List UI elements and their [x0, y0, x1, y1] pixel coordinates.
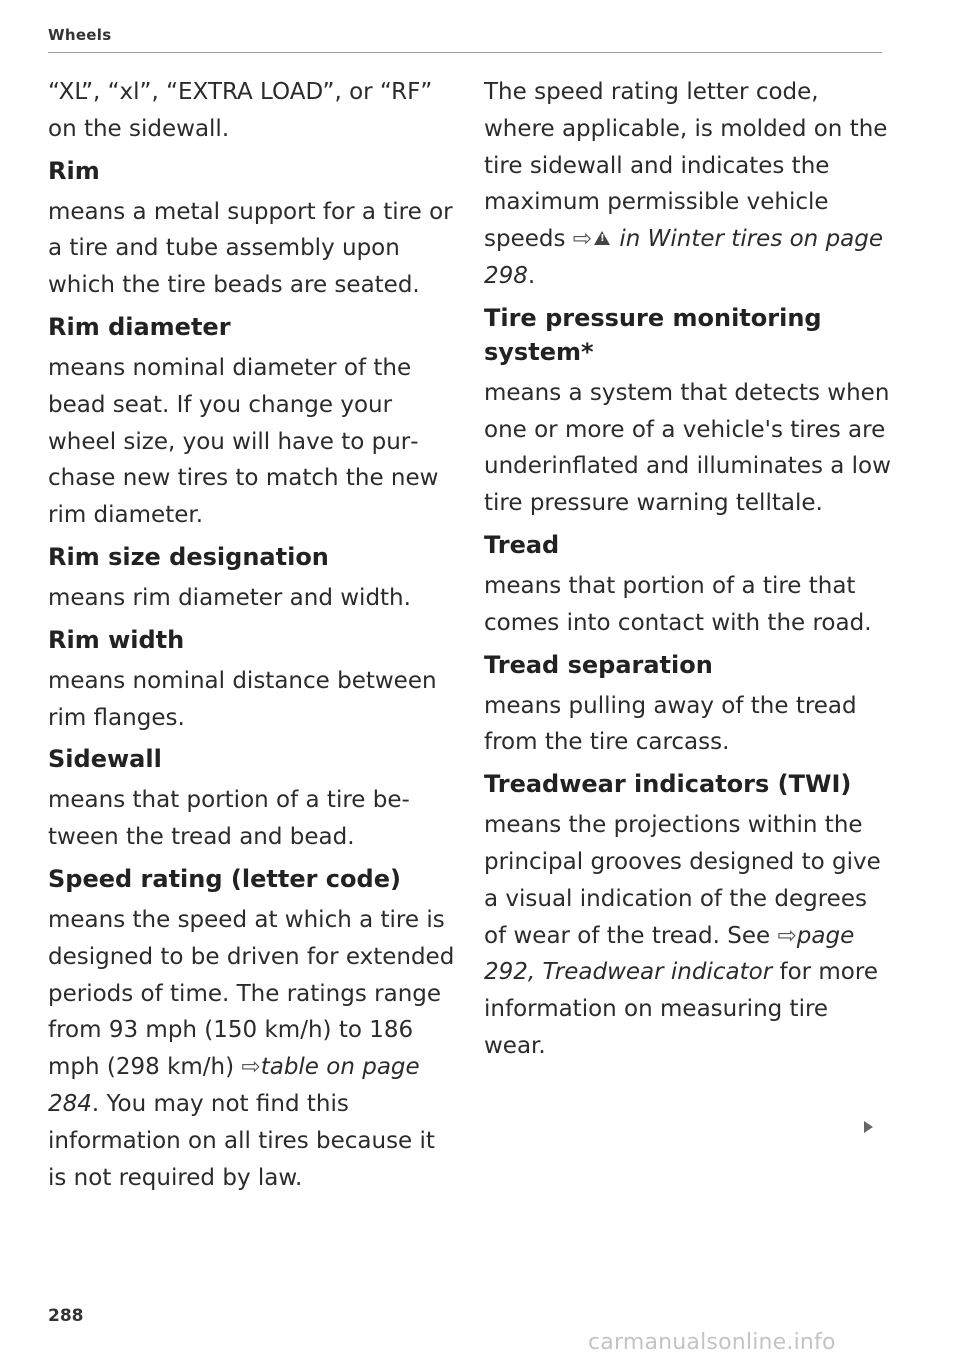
speed-continued-before: The speed rating letter code, where applicable, is molded on the tire sidewall and indicates the maximum permissible vehicle speeds: [484, 79, 888, 253]
term-rim: Rim: [48, 156, 100, 185]
definition-sidewall: means that portion of a tire between the tread and bead.: [48, 787, 410, 851]
section-header: Wheels: [48, 26, 112, 44]
term-tread: Tread: [484, 530, 560, 559]
header-divider: [48, 52, 882, 53]
reference-arrow-icon: ⇨: [241, 1054, 261, 1081]
speed-rating-text-after: . You may not find this information on all tires because it is not required by law.: [48, 1090, 435, 1191]
definition-rim-diameter: means nominal diameter of the bead seat. If you change your wheel size, you will have to purchase new tires to match the new rim diameter.: [48, 354, 439, 529]
definition-rim-size-designation: means rim diameter and width.: [48, 584, 411, 611]
treadwear-indicator-page-292-link[interactable]: page 292, Treadwear indicator: [484, 922, 855, 986]
reference-arrow-icon: ⇨: [572, 226, 593, 253]
term-sidewall: Sidewall: [48, 745, 162, 774]
speed-rating-continued: [484, 74, 894, 295]
speed-rating-text-before: means the speed at which a tire is designed to be driven for extended periods of time. The ratings range from 93 mph (150 km/h) to 186 mph (298 km/h): [48, 906, 455, 1081]
definition-tpms: means a system that detects when one or more of a vehicle's tires are underinflated and illuminates a low tire pressure warning telltale.: [484, 379, 891, 517]
xl-continued-text: “XL”, “xl”, “EXTRA LOAD”, or “RF” on the sidewall.: [48, 79, 433, 142]
definition-tread: means that portion of a tire that comes into contact with the road.: [484, 572, 872, 636]
term-tpms: Tire pressure monitoring system*: [484, 303, 822, 366]
definition-tread-separation: means pulling away of the tread from the tire carcass.: [484, 692, 857, 756]
table-page-284-link[interactable]: table on page 284: [48, 1054, 420, 1117]
term-treadwear-indicators: Treadwear indicators (TWI): [484, 770, 852, 799]
reference-arrow-icon: ⇨: [777, 922, 797, 949]
twi-text-before: means the projections within the principal grooves designed to give a visual indication of the degrees of wear of the tread. See: [484, 812, 881, 949]
term-rim-diameter: Rim diameter: [48, 312, 231, 341]
speed-continued-after: .: [527, 262, 536, 289]
definition-rim: means a metal support for a tire or a tire and tube assembly upon which the tire beads are seated.: [48, 198, 453, 299]
continue-arrow-icon: [864, 1121, 873, 1133]
term-tread-separation: Tread separation: [484, 650, 713, 679]
page-number: 288: [48, 1306, 84, 1326]
watermark-text: carmanualsonline.info: [588, 1330, 836, 1355]
term-speed-rating: Speed rating (letter code): [48, 864, 401, 893]
definition-treadwear-indicators: [484, 807, 894, 1065]
warning-triangle-icon: [594, 231, 610, 245]
definition-rim-width: means nominal distance between rim flanges.: [48, 667, 437, 731]
twi-text-after: for more information on measuring tire wear.: [484, 959, 878, 1059]
winter-tires-page-298-link[interactable]: in Winter tires on page 298: [484, 226, 884, 289]
left-column: [48, 74, 458, 1196]
right-column: [484, 74, 894, 1065]
term-rim-width: Rim width: [48, 625, 185, 654]
definition-speed-rating: [48, 902, 458, 1196]
term-rim-size-designation: Rim size designation: [48, 542, 329, 571]
